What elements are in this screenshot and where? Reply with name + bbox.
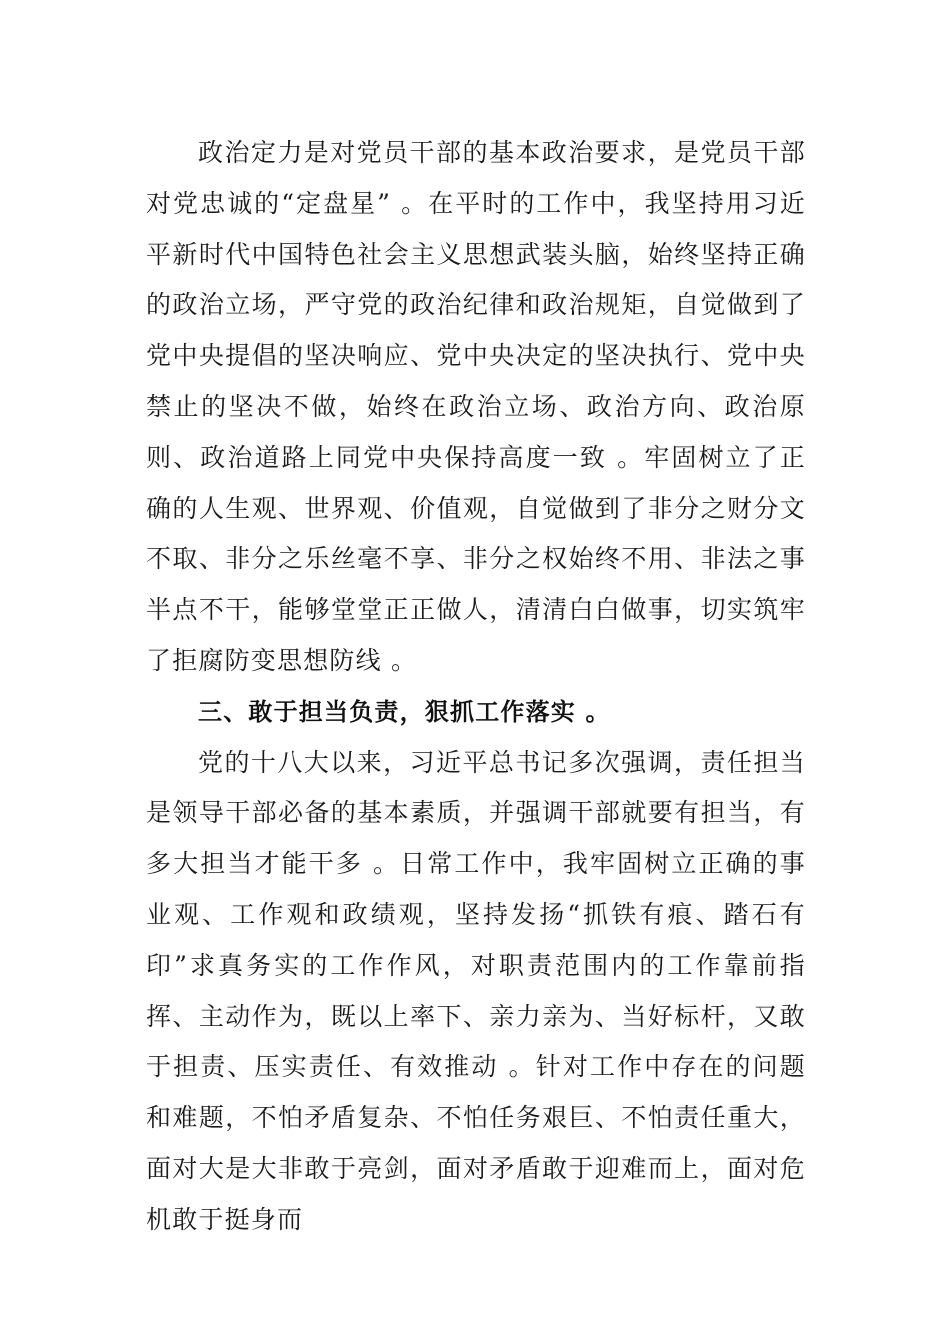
paragraph-responsibility: 党的十八大以来，习近平总书记多次强调，责任担当是领导干部必备的基本素质，并强调干部就要有担当，有多大担当才能干多 。日常工作中，我牢固树立正确的事业观、工作观和政绩观，坚持发扬“抓铁有痕、踏石有印”求真务实的工作作风，对职责范围内的工作靠前指挥、主动作为，既以上率下、亲力亲为、当好标杆，又敢于担责、压实责任、有效推动 。针对工作中存在的问题和难题，不怕矛盾复杂、不怕任务艰巨、不怕责任重大，面对大是大非敢于亮剑，面对矛盾敢于迎难而上，面对危机敢于挺身而 — [146, 747, 806, 1234]
section-heading-three: 三、敢于担当负责，狠抓工作落实 。 — [198, 697, 611, 726]
paragraph-political-stability: 政治定力是对党员干部的基本政治要求，是党员干部对党忠诚的“定盘星” 。在平时的工作中，我坚持用习近平新时代中国特色社会主义思想武装头脑，始终坚持正确的政治立场，严守党的政治纪律和政治规矩，自觉做到了党中央提倡的坚决响应、党中央决定的坚决执行、党中央禁止的坚决不做，始终在政治立场、政治方向、政治原则、政治道路上同党中央保持高度一致 。牢固树立了正确的人生观、世界观、价值观，自觉做到了非分之财分文不取、非分之乐丝毫不享、非分之权始终不用、非法之事半点不干，能够堂堂正正做人，清清白白做事，切实筑牢了拒腐防变思想防线 。 — [146, 138, 806, 675]
document-body — [146, 128, 806, 1246]
